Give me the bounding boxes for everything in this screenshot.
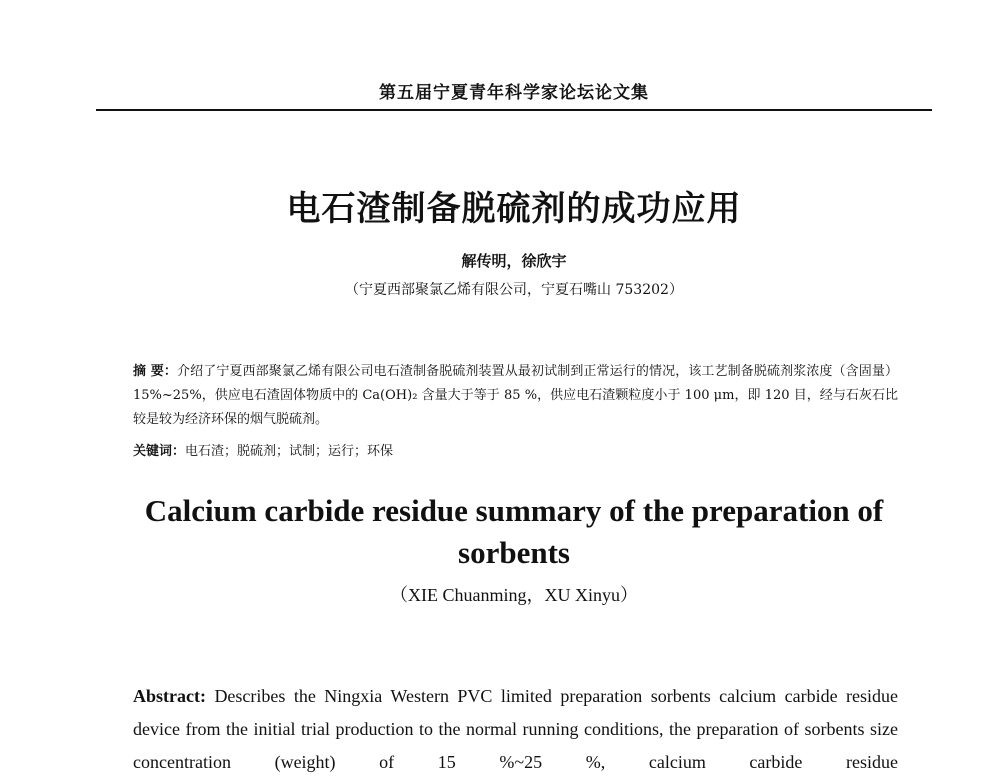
english-abstract-text: Describes the Ningxia Western PVC limited preparation sorbents calcium carbide residue device from the initial trial production to the normal running conditions, the preparation of sorbents size concentration (weight) of 15 %~25 %, calcium carbide residue: [133, 686, 898, 772]
english-authors: （XIE Chuanming，XU Xinyu）: [390, 585, 638, 605]
english-abstract: [133, 680, 898, 779]
chinese-keywords: [133, 440, 898, 459]
chinese-authors: 解传明，徐欣宇: [461, 252, 567, 270]
chinese-affiliation: （宁夏西部聚氯乙烯有限公司，宁夏石嘴山 753202）: [345, 282, 683, 298]
chinese-abstract-label: 摘 要：: [133, 364, 177, 379]
header-rule: [96, 109, 932, 111]
running-header: 第五届宁夏青年科学家论坛论文集: [379, 83, 649, 103]
chinese-title: 电石渣制备脱硫剂的成功应用: [286, 189, 742, 229]
chinese-abstract-text: 介绍了宁夏西部聚氯乙烯有限公司电石渣制备脱硫剂装置从最初试制到正常运行的情况，该工艺制备脱硫剂浆浓度（含固量）15%~25%，供应电石渣固体物质中的 Ca(OH)₂ 含量大于等于 85 %，供应电石渣颗粒度小于 100 μm，即 120 目，经与石灰石比较是较为经济环保的烟气脱硫剂。: [133, 364, 898, 427]
english-abstract-label: Abstract:: [133, 686, 206, 706]
english-title: Calcium carbide residue summary of the preparation of sorbents: [144, 493, 884, 570]
chinese-abstract: [133, 360, 898, 432]
chinese-keywords-text: 电石渣；脱硫剂；试制；运行；环保: [185, 444, 394, 459]
chinese-keywords-label: 关键词：: [133, 444, 186, 459]
